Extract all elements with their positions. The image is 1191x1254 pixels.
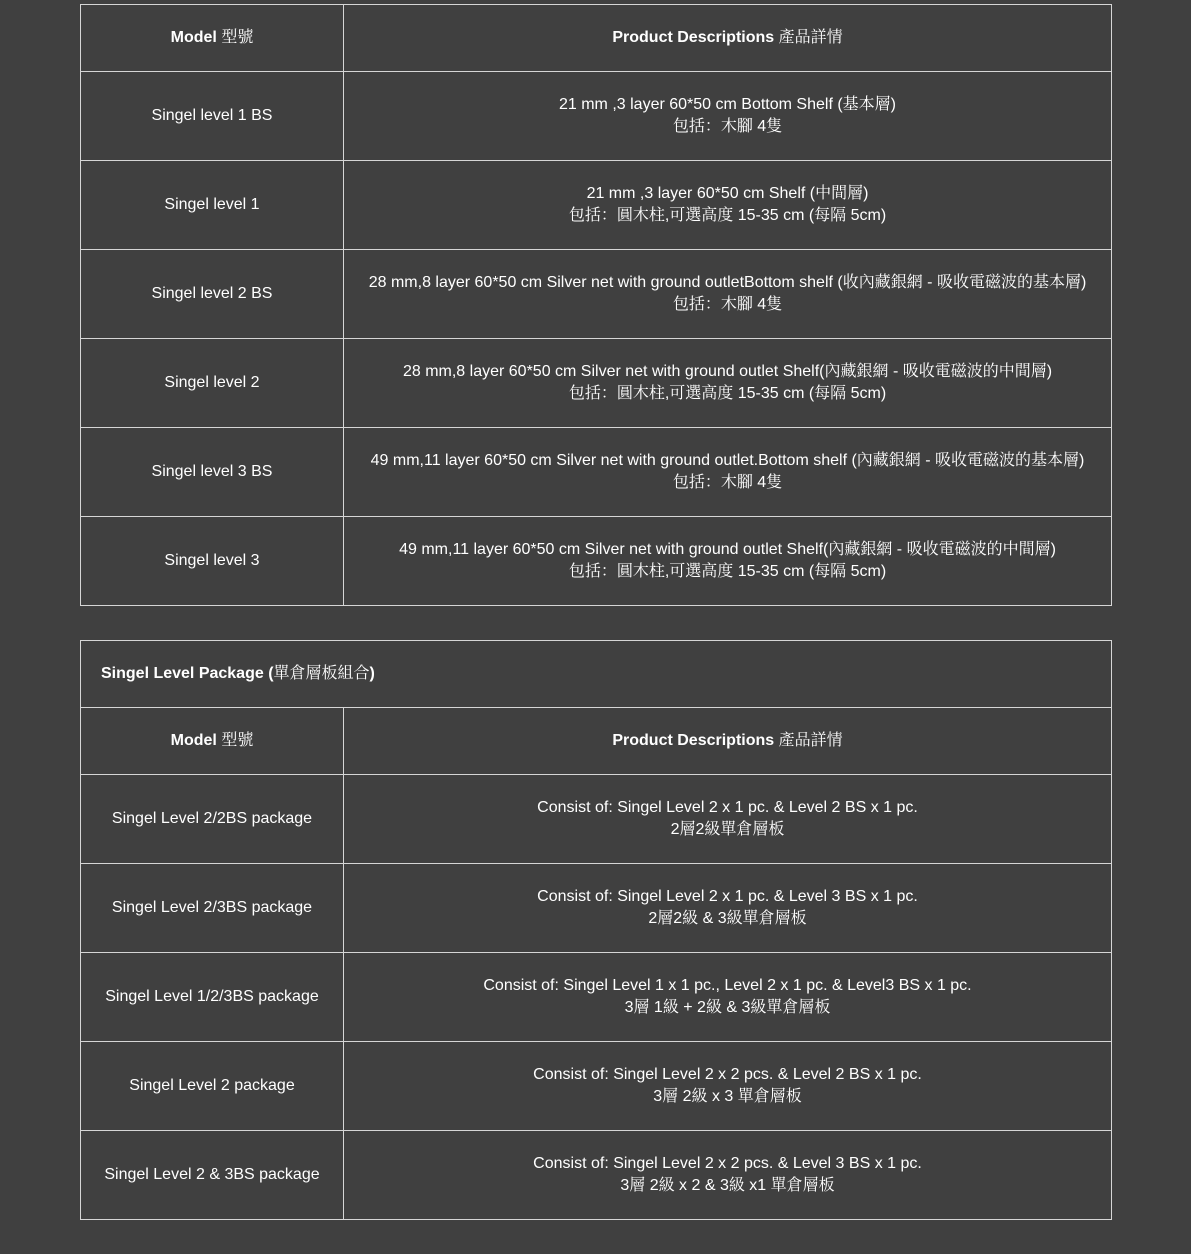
description-line-2: 包括：圓木柱,可選高度 15-35 cm (每隔 5cm): [568, 385, 887, 402]
description-cell: [344, 1131, 1112, 1220]
description-line-1: 21 mm ,3 layer 60*50 cm Bottom Shelf (基本層): [558, 96, 896, 113]
description-line-1: 28 mm,8 layer 60*50 cm Silver net with ground outlet Shelf(內藏銀網 - 吸收電磁波的中間層): [402, 363, 1053, 380]
description-header-label: Product Descriptions: [612, 29, 775, 46]
description-line-1: Consist of: Singel Level 2 x 1 pc. & Level 2 BS x 1 pc.: [537, 799, 918, 816]
table-row: [81, 339, 1112, 428]
package-caption-cjk: 單倉層板組合: [273, 665, 370, 682]
model-header-cjk: 型號: [216, 29, 254, 46]
table-row: [81, 250, 1112, 339]
model-cell: Singel level 1: [81, 161, 344, 250]
description-line-2: 包括：木腳 4隻: [672, 296, 783, 313]
description-line-2: 3層 1級 + 2級 & 3級單倉層板: [624, 999, 831, 1016]
description-line-1: Consist of: Singel Level 2 x 2 pcs. & Level 2 BS x 1 pc.: [533, 1066, 922, 1083]
model-cell: Singel level 2 BS: [81, 250, 344, 339]
table-row: [81, 72, 1112, 161]
table-row: [81, 953, 1112, 1042]
description-line-2: 3層 2級 x 2 & 3級 x1 單倉層板: [620, 1177, 835, 1194]
description-cell: [344, 339, 1112, 428]
model-cell: Singel Level 1/2/3BS package: [81, 953, 344, 1042]
description-header-label: Product Descriptions: [612, 732, 775, 749]
description-line-2: 2層2級 & 3級單倉層板: [648, 910, 807, 927]
description-cell: [344, 1042, 1112, 1131]
package-caption-close: ): [369, 665, 375, 682]
description-line-1: Consist of: Singel Level 2 x 2 pcs. & Level 3 BS x 1 pc.: [533, 1155, 922, 1172]
description-cell: [344, 428, 1112, 517]
description-line-1: 21 mm ,3 layer 60*50 cm Shelf (中間層): [586, 185, 869, 202]
description-line-2: 2層2級單倉層板: [670, 821, 785, 838]
package-caption: [81, 641, 1112, 708]
model-cell: Singel Level 2/2BS package: [81, 775, 344, 864]
table-row: [81, 775, 1112, 864]
description-line-1: 49 mm,11 layer 60*50 cm Silver net with ground outlet.Bottom shelf (內藏銀網 - 吸收電磁波的基本層): [370, 452, 1085, 469]
model-cell: Singel Level 2 package: [81, 1042, 344, 1131]
description-line-2: 包括：木腳 4隻: [672, 474, 783, 491]
model-header-cell: [81, 708, 344, 775]
description-cell: [344, 953, 1112, 1042]
table-row: [81, 1042, 1112, 1131]
model-cell: Singel Level 2/3BS package: [81, 864, 344, 953]
table-row: [81, 864, 1112, 953]
table-row: [81, 1131, 1112, 1220]
package-table: [80, 640, 1112, 1220]
description-line-2: 包括：圓木柱,可選高度 15-35 cm (每隔 5cm): [568, 207, 887, 224]
model-cell: Singel Level 2 & 3BS package: [81, 1131, 344, 1220]
description-cell: [344, 517, 1112, 606]
model-cell: Singel level 3 BS: [81, 428, 344, 517]
table-row: [81, 517, 1112, 606]
model-header-cell: [81, 5, 344, 72]
table-header-row: [81, 5, 1112, 72]
model-cell: Singel level 1 BS: [81, 72, 344, 161]
description-line-2: 3層 2級 x 3 單倉層板: [653, 1088, 802, 1105]
table-row: [81, 428, 1112, 517]
model-cell: Singel level 3: [81, 517, 344, 606]
description-line-2: 包括：圓木柱,可選高度 15-35 cm (每隔 5cm): [568, 563, 887, 580]
description-cell: [344, 775, 1112, 864]
description-line-1: 28 mm,8 layer 60*50 cm Silver net with ground outletBottom shelf (收內藏銀網 - 吸收電磁波的基本層): [368, 274, 1087, 291]
description-header-cell: [344, 708, 1112, 775]
description-header-cell: [344, 5, 1112, 72]
table-row: [81, 161, 1112, 250]
description-cell: [344, 250, 1112, 339]
description-cell: [344, 864, 1112, 953]
description-line-1: Consist of: Singel Level 1 x 1 pc., Level 2 x 1 pc. & Level3 BS x 1 pc.: [483, 977, 972, 994]
model-header-label: Model: [170, 29, 217, 46]
description-header-cjk: 產品詳情: [774, 29, 843, 46]
description-cell: [344, 72, 1112, 161]
package-caption-row: [81, 641, 1112, 708]
description-header-cjk: 產品詳情: [774, 732, 843, 749]
table-header-row: [81, 708, 1112, 775]
description-cell: [344, 161, 1112, 250]
product-spec-table: [80, 4, 1112, 606]
description-line-1: Consist of: Singel Level 2 x 1 pc. & Level 3 BS x 1 pc.: [537, 888, 918, 905]
package-caption-title: Singel Level Package (: [101, 665, 274, 682]
model-header-label: Model: [170, 732, 217, 749]
model-cell: Singel level 2: [81, 339, 344, 428]
description-line-1: 49 mm,11 layer 60*50 cm Silver net with ground outlet Shelf(內藏銀網 - 吸收電磁波的中間層): [399, 541, 1056, 558]
model-header-cjk: 型號: [216, 732, 254, 749]
description-line-2: 包括：木腳 4隻: [672, 118, 783, 135]
